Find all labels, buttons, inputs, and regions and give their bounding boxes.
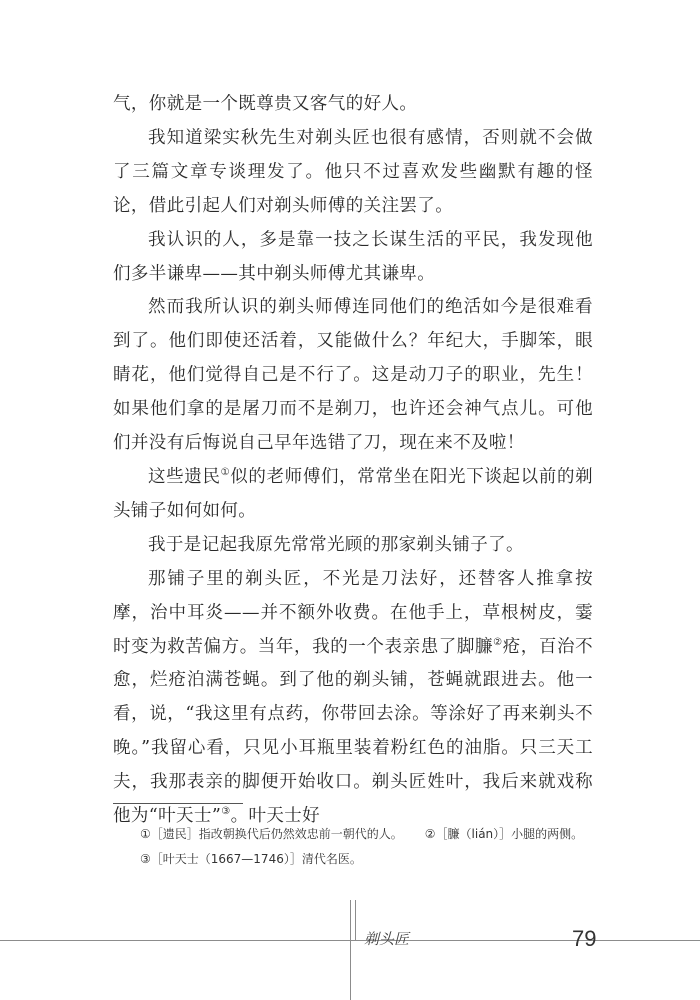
footnote-2: ②［臁（lián）］小腿的两侧。 (424, 827, 584, 841)
paragraph-4: 然而我所认识的剃头师傅连同他们的绝活如今是很难看到了。他们即使还活着，又能做什么？年纪大，手脚笨，眼睛花，他们觉得自己是不行了。这是动刀子的职业，先生！如果他们拿的是屠刀而不是剃刀，也许还会神气点儿。可他们并没有后悔说自己早年选错了刀，现在来不及啦！ (113, 297, 593, 454)
footnote-divider (113, 803, 243, 804)
paragraph-3: 我认识的人，多是靠一技之长谋生活的平民，我发现他们多半谦卑——其中剃头师傅尤其谦卑。 (113, 229, 593, 284)
running-title: 剃头匠 (364, 930, 410, 948)
paragraph-5-text-b: 似的老师傅们，常常坐在阳光下谈起以前的剃头铺子如何如何。 (113, 466, 593, 521)
main-text (113, 88, 593, 834)
footer-divider-vertical (350, 900, 351, 1000)
footnote-marker-2: ② (493, 636, 503, 648)
page-number: 79 (572, 926, 597, 951)
paragraph-7 (113, 563, 593, 834)
paragraph-5 (113, 461, 593, 529)
paragraph-2: 我知道梁实秋先生对剃头匠也很有感情，否则就不会做了三篇文章专谈理发了。他只不过喜欢发些幽默有趣的怪论，借此引起人们对剃头师傅的关注罢了。 (113, 127, 593, 216)
footnote-3: ③［叶天士（1667—1746）］清代名医。 (140, 852, 362, 866)
paragraph-1: 气，你就是一个既尊贵又客气的好人。 (113, 94, 418, 114)
paragraph-7-text-b: 疮，百治不愈，烂疮泊满苍蝇。到了他的剃头铺，苍蝇就跟进去。他一看，说，“我这里有点药，你带回去涂。等涂好了再来剃头不晚。”我留心看，只见小耳瓶里装着粉红色的油脂。只三天工夫，我那表亲的脚便开始收口。剃头匠姓叶，我后来就戏称他为“叶天士” (113, 636, 594, 827)
footer-divider-vertical-2 (355, 900, 356, 940)
footnote-1: ①［遗民］指改朝换代后仍然效忠前一朝代的人。 (140, 827, 403, 841)
footnotes (140, 822, 600, 872)
paragraph-5-text-a: 这些遗民 (148, 466, 221, 487)
paragraph-7-text-c: 。叶天士好 (230, 806, 321, 827)
footnote-marker-1: ① (220, 467, 231, 479)
footnote-marker-3: ③ (221, 806, 231, 818)
paragraph-7-text-a: 那铺子里的剃头匠，不光是刀法好，还替客人推拿按摩，治中耳炎——并不额外收费。在他手上，草根树皮，霎时变为救苦偏方。当年，我的一个表亲患了脚臁 (113, 568, 593, 657)
paragraph-6: 我于是记起我原先常常光顾的那家剃头铺子了。 (148, 534, 524, 555)
